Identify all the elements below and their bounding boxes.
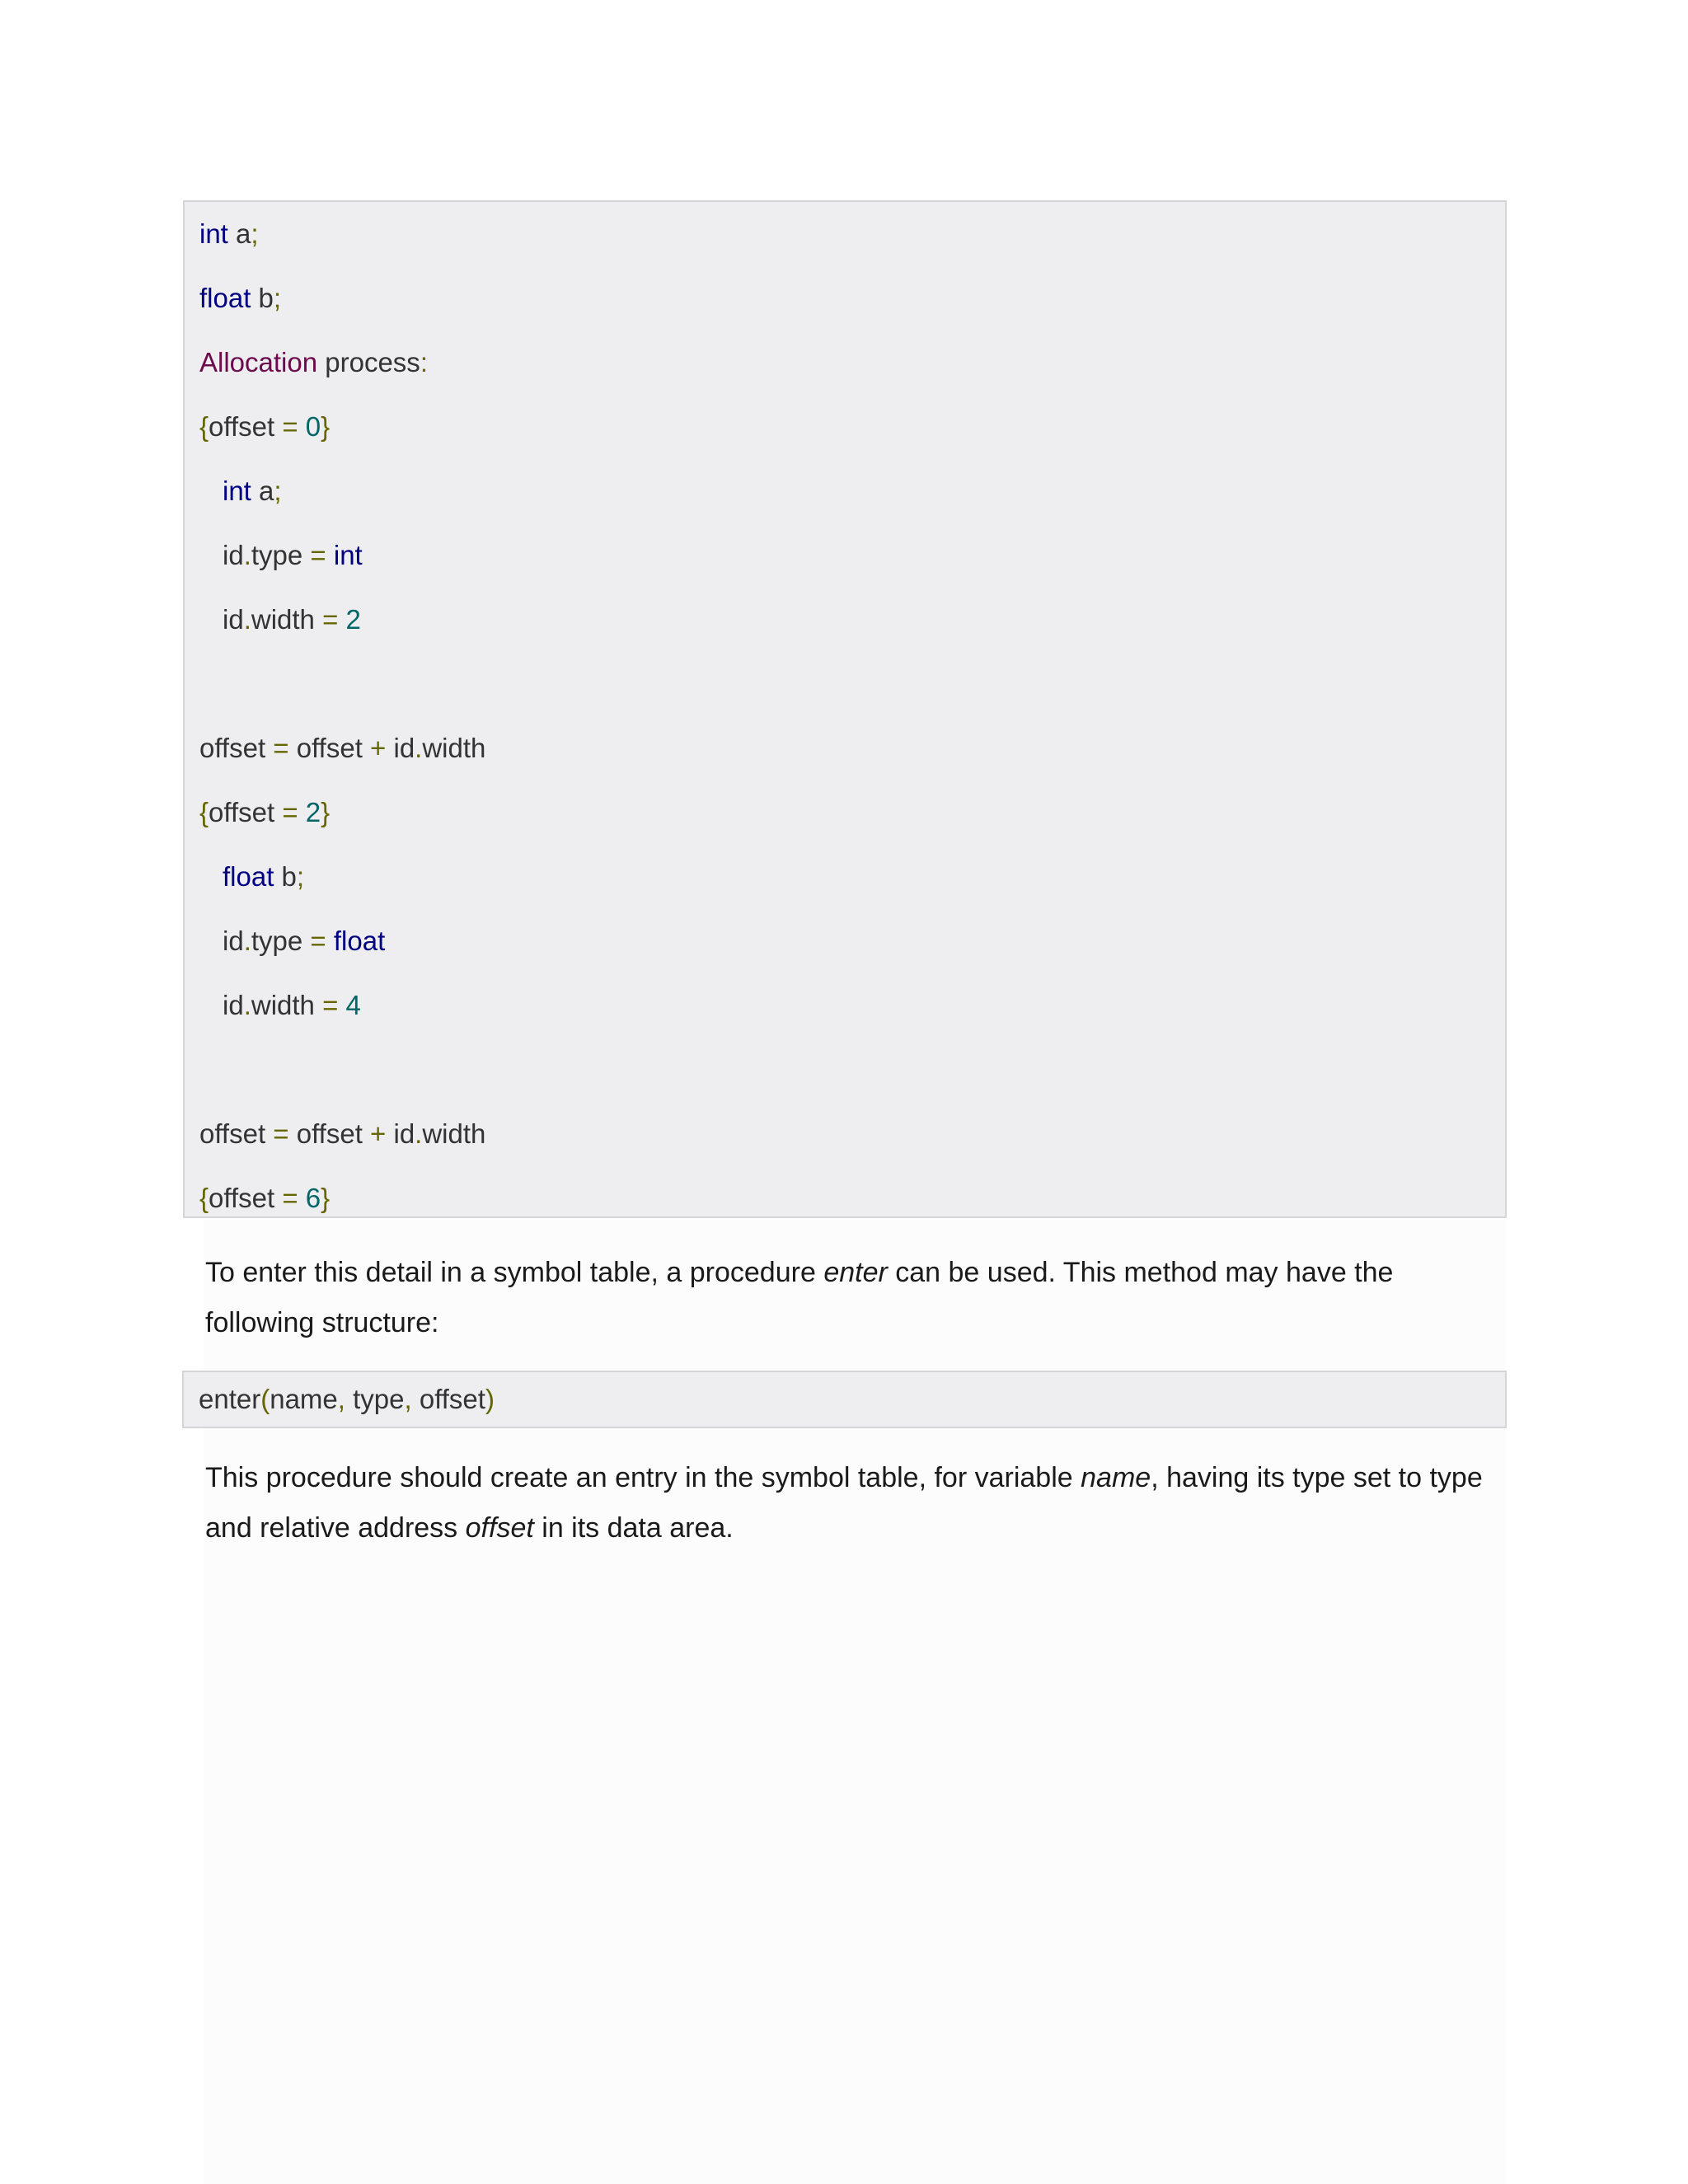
number: 0	[305, 411, 321, 442]
punctuation: .	[415, 1118, 423, 1149]
paragraph-procedure-description: This procedure should create an entry in the symbol table, for variable name, having its type set to type and relative address offset in its data area.	[205, 1462, 1483, 1544]
identifier: process	[317, 347, 420, 377]
keyword: float	[199, 283, 251, 313]
punctuation: .	[243, 990, 251, 1020]
keyword: float	[223, 861, 274, 892]
identifier: a	[251, 476, 274, 506]
code-line-12	[223, 989, 361, 1022]
punctuation: )	[485, 1384, 495, 1414]
operator: =	[310, 540, 326, 570]
code-line-14	[199, 1182, 330, 1215]
keyword: int	[223, 476, 251, 506]
emphasis-offset: offset	[465, 1512, 534, 1544]
punctuation: {	[199, 411, 209, 442]
code-line-5	[223, 475, 282, 508]
identifier: offset	[199, 733, 274, 763]
type-name: Allocation	[199, 347, 318, 377]
identifier: b	[251, 283, 274, 313]
operator: =	[282, 411, 298, 442]
identifier: width	[251, 604, 323, 635]
code-line-10	[223, 860, 304, 893]
code-block	[183, 200, 1507, 1218]
punctuation: .	[243, 926, 251, 956]
operator: +	[370, 1118, 387, 1149]
emphasis-name: name	[1081, 1462, 1151, 1493]
punctuation: {	[199, 1183, 209, 1213]
punctuation: }	[321, 411, 331, 442]
punctuation: ,	[337, 1384, 345, 1414]
code-line-7	[223, 603, 361, 636]
punctuation: :	[420, 347, 428, 377]
page-background-shade	[204, 1220, 1506, 2184]
operator: =	[282, 1183, 298, 1213]
identifier: offset	[199, 1118, 274, 1149]
identifier: type	[251, 540, 311, 570]
code-line-3	[199, 346, 428, 379]
identifier: width	[422, 733, 486, 763]
enter-signature-code	[182, 1371, 1507, 1428]
punctuation: {	[199, 797, 209, 827]
punctuation: ;	[251, 218, 259, 249]
operator: =	[310, 926, 326, 956]
punctuation: ;	[296, 861, 305, 892]
code-line-enter	[199, 1383, 495, 1416]
punctuation: ,	[404, 1384, 412, 1414]
function-name: enter	[199, 1384, 261, 1414]
code-line-9	[199, 796, 330, 829]
keyword: int	[333, 540, 363, 570]
identifier: offset	[288, 1118, 371, 1149]
number: 6	[305, 1183, 321, 1213]
emphasis-enter: enter	[823, 1257, 888, 1288]
code-line-8	[199, 732, 485, 765]
keyword: float	[333, 926, 386, 956]
number: 4	[345, 990, 361, 1020]
operator: =	[273, 1118, 289, 1149]
punctuation: .	[415, 733, 423, 763]
identifier: width	[422, 1118, 486, 1149]
identifier: b	[274, 861, 297, 892]
identifier: offset	[288, 733, 371, 763]
paragraph-enter-intro: To enter this detail in a symbol table, a procedure enter can be used. This method may have the following structure:	[205, 1257, 1394, 1338]
identifier: id	[386, 1118, 415, 1149]
code-line-13	[199, 1118, 485, 1151]
identifier: id	[223, 926, 244, 956]
identifier: a	[227, 218, 251, 249]
number: 2	[305, 797, 321, 827]
identifier: type	[345, 1384, 405, 1414]
punctuation: .	[243, 604, 251, 635]
number: 2	[345, 604, 361, 635]
punctuation: ;	[273, 283, 282, 313]
operator: =	[322, 604, 339, 635]
keyword: int	[199, 218, 228, 249]
identifier: id	[223, 990, 244, 1020]
operator: +	[370, 733, 387, 763]
operator: =	[273, 733, 289, 763]
code-line-6	[223, 539, 363, 572]
identifier: offset	[209, 1183, 283, 1213]
punctuation: .	[243, 540, 251, 570]
identifier: id	[223, 540, 244, 570]
identifier: id	[223, 604, 244, 635]
operator: =	[322, 990, 339, 1020]
code-line-4	[199, 410, 330, 443]
identifier: name	[270, 1384, 338, 1414]
identifier: offset	[411, 1384, 485, 1414]
operator: =	[282, 797, 298, 827]
identifier: type	[251, 926, 311, 956]
identifier: id	[386, 733, 415, 763]
code-line-11	[223, 925, 385, 958]
punctuation: }	[321, 1183, 331, 1213]
identifier: offset	[209, 411, 283, 442]
punctuation: }	[321, 797, 331, 827]
code-line-2	[199, 282, 281, 315]
punctuation: (	[260, 1384, 270, 1414]
identifier: width	[251, 990, 323, 1020]
identifier: offset	[209, 797, 283, 827]
code-line-1	[199, 218, 259, 251]
punctuation: ;	[274, 476, 282, 506]
